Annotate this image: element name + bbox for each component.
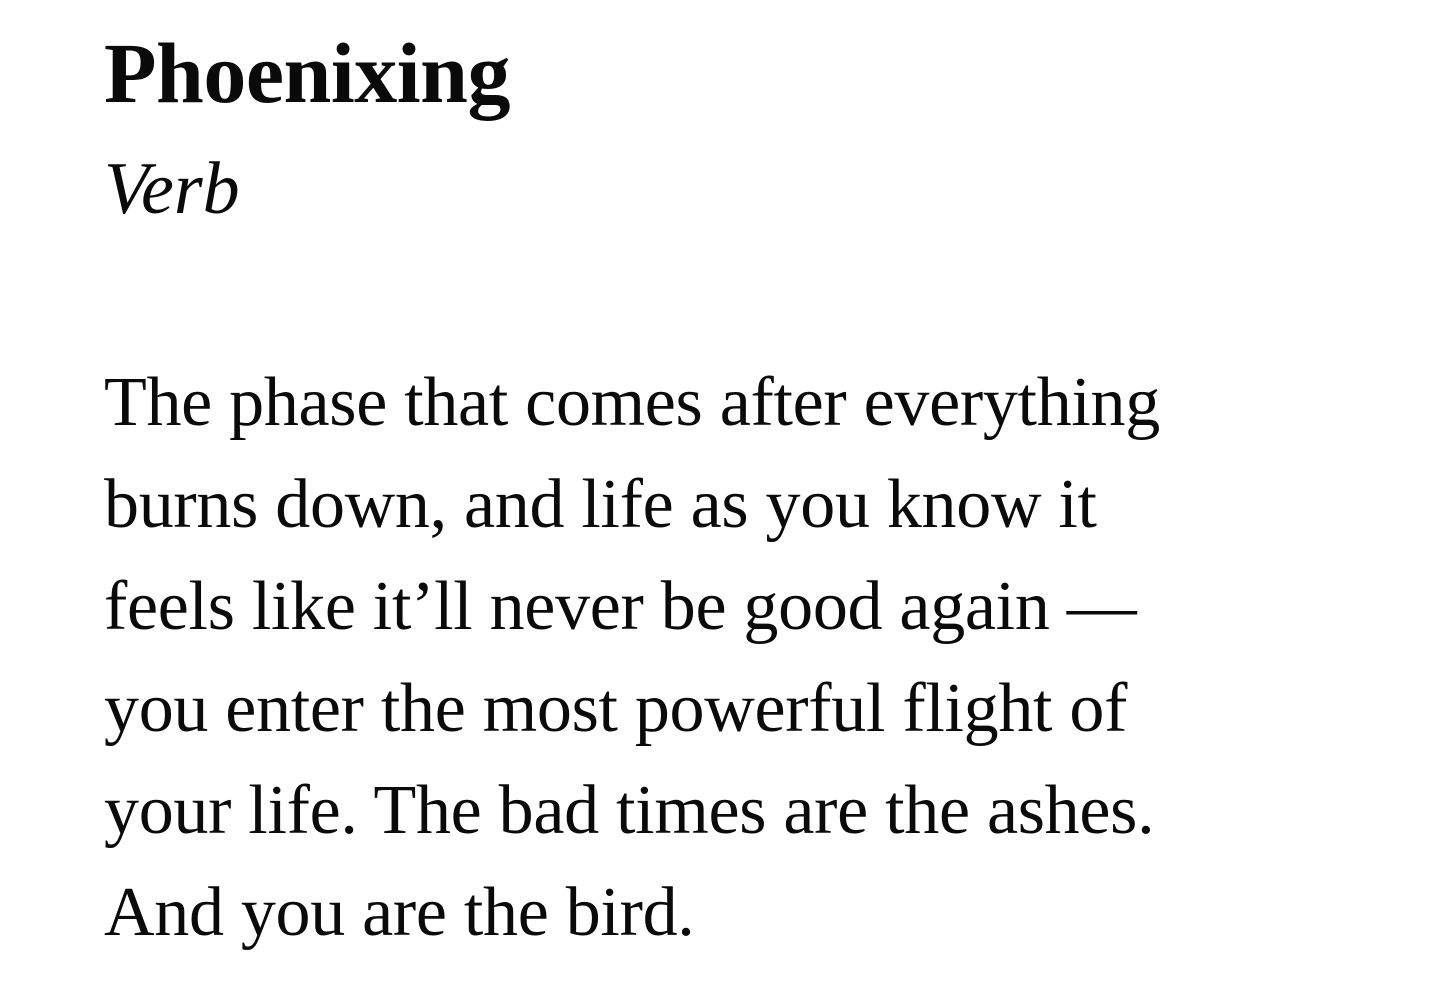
definition-line: The phase that comes after everything [104,364,1160,441]
headword: Phoenixing [104,25,510,121]
definition-line: burns down, and life as you know it [104,466,1097,543]
definition [104,352,1404,964]
definition-line: And you are the bird. [104,874,695,951]
part-of-speech: Verb [104,148,240,230]
definition-line: you enter the most powerful flight of [104,670,1128,747]
definition-line: feels like it’ll never be good again — [104,568,1137,645]
definition-line: your life. The bad times are the ashes. [104,772,1155,849]
